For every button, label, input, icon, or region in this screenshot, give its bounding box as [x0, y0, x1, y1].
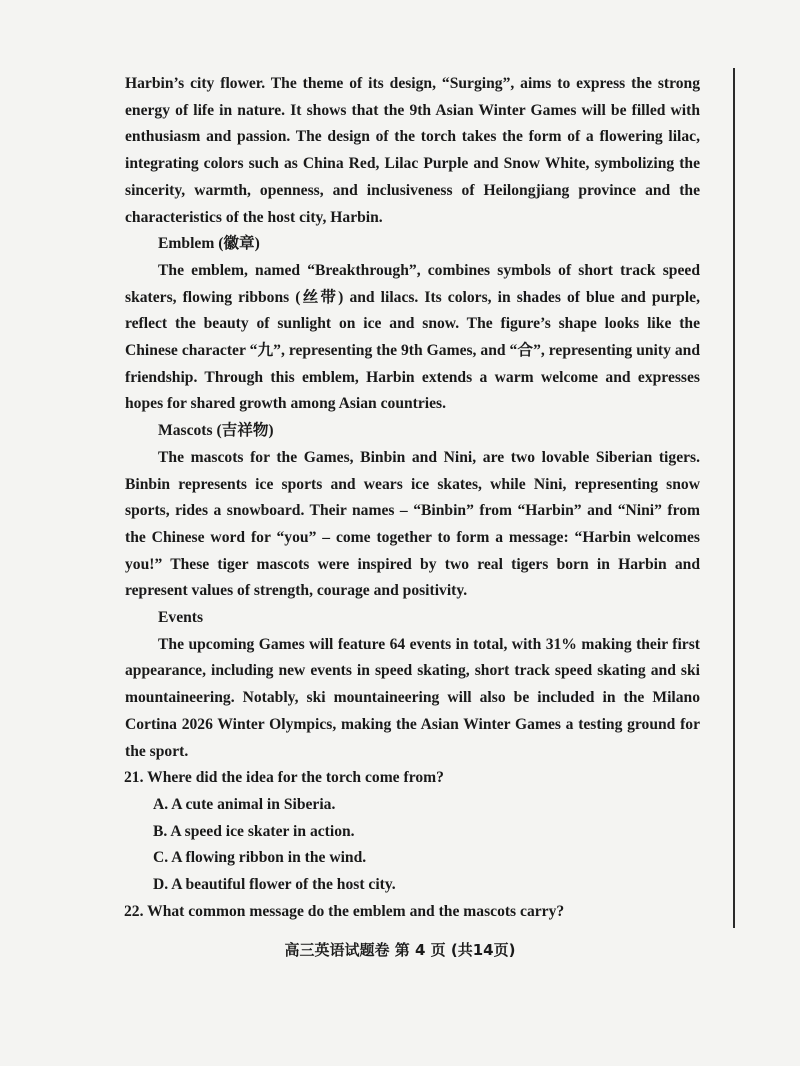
option-a: A. A cute animal in Siberia.: [153, 795, 336, 813]
section-heading-events: Events: [158, 609, 204, 627]
option-c: C. A flowing ribbon in the wind.: [153, 849, 367, 867]
paragraph-emblem: The emblem, named “Breakthrough”, combines symbols of short track speed skaters, flowing ribbons (丝带) and lilacs. Its colors, in shades of blue and purple, reflect the beauty of sunlight on ice and snow. The figure’s shape looks like the Chinese character “九”, representing the 9th Games, and “合”, representing unity and friendship. Through this emblem, Harbin extends a warm welcome and expresses hopes for shared growth among Asian countries.: [125, 261, 700, 413]
question-stem: 21. Where did the idea for the torch come from?: [124, 769, 444, 787]
page-footer: 高三英语试题卷 第 4 页 (共14页): [284, 941, 516, 959]
section-heading-emblem: Emblem (徽章): [158, 235, 260, 253]
paragraph-torch-continued: Harbin’s city flower. The theme of its design, “Surging”, aims to express the strong energy of life in nature. It shows that the 9th Asian Winter Games will be filled with enthusiasm and passion. The design of the torch takes the form of a flowering lilac, integrating colors such as China Red, Lilac Purple and Snow White, symbolizing the sincerity, warmth, openness, and inclusiveness of Heilongjiang province and the characteristics of the host city, Harbin.: [125, 75, 700, 226]
reading-passage: [125, 71, 700, 926]
question-stem: 22. What common message do the emblem and the mascots carry?: [124, 902, 565, 920]
paragraph-events: The upcoming Games will feature 64 events in total, with 31% making their first appearance, including new events in speed skating, short track speed skating and ski mountaineering. Notably, ski mountaineering will also be included in the Milano Cortina 2026 Winter Olympics, making the Asian Winter Games a testing ground for the sport.: [125, 635, 700, 760]
margin-rule: [733, 68, 735, 928]
option-d: D. A beautiful flower of the host city.: [153, 876, 396, 894]
paragraph-mascots: The mascots for the Games, Binbin and Nini, are two lovable Siberian tigers. Binbin represents ice sports and wears ice skates, while Nini, representing snow sports, rides a snowboard. Their names – “Binbin” from “Harbin” and “Nini” from the Chinese word for “you” – come together to form a message: “Harbin welcomes you!” These tiger mascots were inspired by two real tigers born in Harbin and represent values of strength, courage and positivity.: [125, 448, 700, 600]
answer-options: [125, 792, 700, 899]
question-22: [125, 899, 700, 926]
section-heading-mascots: Mascots (吉祥物): [158, 422, 274, 440]
option-b: B. A speed ice skater in action.: [153, 822, 355, 840]
question-21: [125, 765, 700, 899]
